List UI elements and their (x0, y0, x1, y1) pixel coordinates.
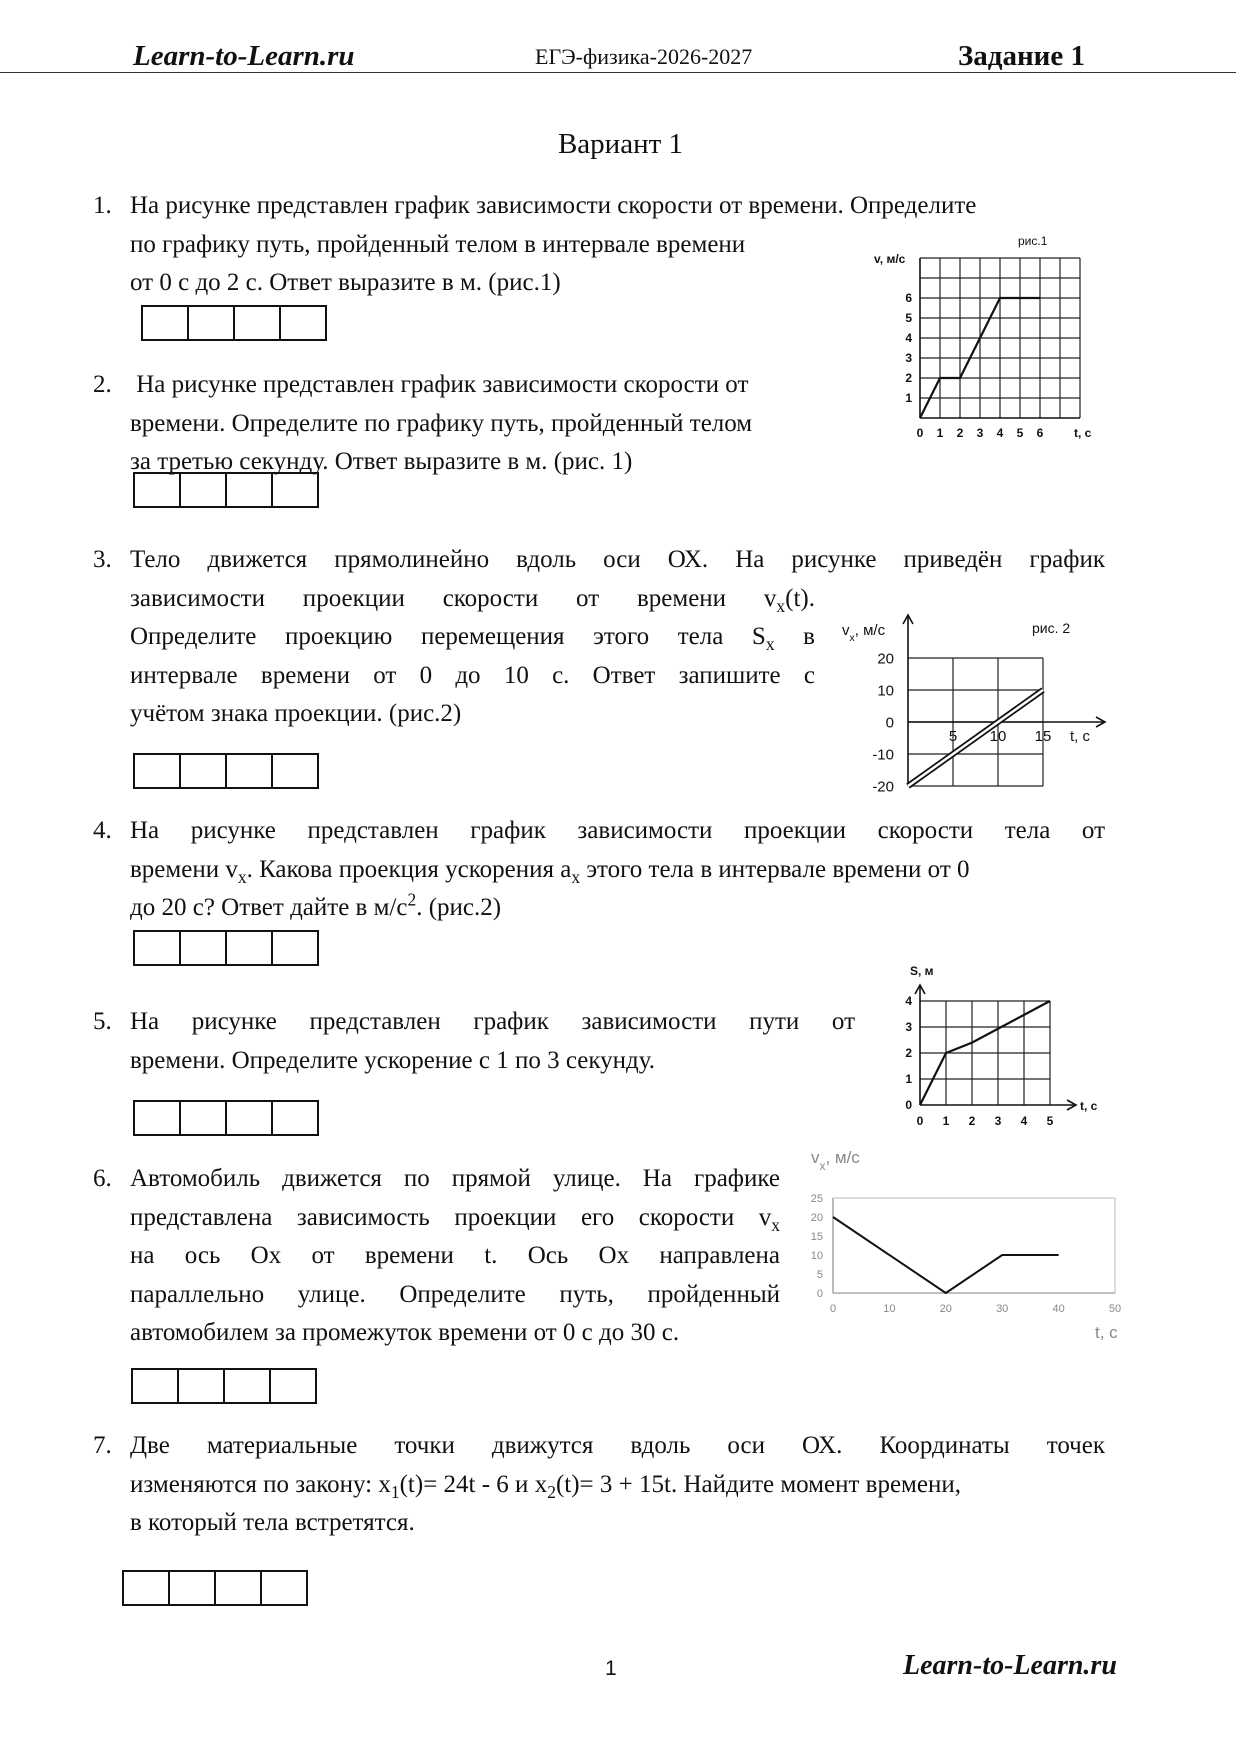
x-tick-label: 0 (829, 1303, 837, 1315)
x-tick-label: 4 (996, 426, 1004, 440)
x-tick-label: 5 (948, 728, 958, 745)
chart-velocity-fig1 (860, 230, 1100, 450)
x-tick-label: 2 (968, 1114, 976, 1128)
task-number: 1. (93, 192, 112, 219)
y-tick-label: 1 (905, 391, 912, 406)
x-tick-label: 40 (1052, 1303, 1065, 1315)
y-tick-label: 3 (905, 351, 912, 366)
x-tick-label: 1 (936, 426, 944, 440)
answer-box[interactable] (133, 753, 319, 789)
x-axis-label: t, c (1074, 426, 1092, 440)
y-tick-label: 4 (905, 994, 912, 1009)
x-axis-label: t, c (1080, 1099, 1098, 1113)
page-number: 1 (605, 1657, 617, 1680)
x-tick-label: 10 (989, 728, 1007, 745)
x-tick-label: 5 (1016, 426, 1024, 440)
task-number: 2. (93, 371, 112, 398)
y-axis-label: $v_x$, м/с (811, 1148, 860, 1173)
series-line (833, 1217, 1059, 1293)
task-number: 4. (93, 817, 112, 844)
series-line-inner (908, 690, 1043, 786)
x-tick-label: 5 (1046, 1114, 1054, 1128)
y-tick-label: 5 (816, 1268, 823, 1281)
x-tick-label: 20 (939, 1303, 952, 1315)
chart-velocity-car (805, 1140, 1135, 1340)
y-tick-label: 2 (905, 1046, 912, 1061)
y-tick-label: 0 (885, 714, 894, 732)
chart-title: рис.1 (1018, 234, 1048, 248)
x-tick-label: 3 (976, 426, 984, 440)
x-tick-label: 0 (916, 426, 924, 440)
answer-box[interactable] (133, 1100, 319, 1136)
y-tick-label: 6 (905, 291, 912, 306)
x-tick-label: 2 (956, 426, 964, 440)
task-5-text: На рисунке представлен график зависимости пути от времени. Определите ускорение с 1 по 3 секунду. (130, 1008, 855, 1074)
x-tick-label: 4 (1020, 1114, 1028, 1128)
answer-box[interactable] (133, 472, 319, 508)
y-axis-label: $v_x$, м/с (842, 622, 886, 644)
header-divider (0, 72, 1236, 73)
y-tick-label: 0 (816, 1287, 823, 1300)
task-number: 6. (93, 1165, 112, 1192)
y-tick-label: 10 (810, 1249, 823, 1262)
x-tick-label: 50 (1108, 1303, 1122, 1315)
y-tick-label: 10 (877, 682, 894, 700)
x-tick-label: 1 (942, 1114, 950, 1128)
chart-title: рис. 2 (1032, 620, 1071, 636)
y-axis-label: v, м/с (874, 252, 906, 266)
chart-path-vs-time (880, 945, 1120, 1135)
y-tick-label: -20 (872, 778, 894, 795)
x-tick-label: 15 (1034, 728, 1052, 745)
header-task: Задание 1 (958, 40, 1086, 72)
x-tick-label: 3 (994, 1114, 1002, 1128)
y-tick-label: 20 (810, 1211, 823, 1224)
task-2-text: На рисунке представлен график зависимости скорости от времени. Определите по графику путь, пройденный телом за третью секунду. Ответ выразите в м. (рис. 1) (130, 371, 753, 475)
task-number: 7. (93, 1432, 112, 1459)
x-tick-label: 30 (996, 1303, 1009, 1315)
header-site: Learn-to-Learn.ru (133, 40, 355, 72)
task-4-text: На рисунке представлен график зависимости проекции скорости тела от времени $v_x$. Какова проекция ускорения $a_x$ этого тела в интервале времени от 0 до 20 с? Ответ дайте в $м/с^2$. (рис.2) (130, 817, 1105, 921)
x-tick-label: 0 (916, 1114, 924, 1128)
x-axis-label: t, c (1095, 1323, 1118, 1340)
answer-box[interactable] (133, 930, 319, 966)
task-6-text: Автомобиль движется по прямой улице. На графике представлена зависимость проекции его скорости $v_x$ на ось Ox от времени t. Ось Ox направлена параллельно улице. Определите путь, пройденный автомобилем за промежуток времени от 0 с до 30 с. (130, 1165, 780, 1346)
y-tick-label: 20 (877, 650, 894, 668)
chart-velocity-projection-fig2 (830, 610, 1110, 795)
x-tick-label: 10 (883, 1303, 896, 1315)
answer-box[interactable] (131, 1368, 317, 1404)
task-1-text: На рисунке представлен график зависимости скорости от времени. Определите по графику путь, пройденный телом в интервале времени от 0 с до 2 с. Ответ выразите в м. (рис.1) (130, 192, 977, 296)
y-tick-label: 5 (905, 311, 912, 326)
y-tick-label: 0 (905, 1098, 912, 1113)
y-tick-label: -10 (872, 746, 894, 764)
y-tick-label: 2 (905, 371, 912, 386)
answer-box[interactable] (141, 305, 327, 341)
variant-title: Вариант 1 (557, 128, 684, 160)
y-tick-label: 25 (810, 1192, 823, 1205)
task-7-text: Две материальные точки движутся вдоль оси ОХ. Координаты точек изменяются по закону: $x_1(t)= 24t - 6$ и $x_2(t)= 3 + 15t$. Найдите момент времени, в который тела встретятся. (130, 1432, 1105, 1536)
y-tick-label: 4 (905, 331, 912, 346)
y-tick-label: 3 (905, 1020, 912, 1035)
answer-box[interactable] (122, 1570, 308, 1606)
x-axis-label: t, c (1070, 728, 1091, 745)
x-tick-label: 6 (1036, 426, 1044, 440)
task-number: 3. (93, 546, 112, 573)
header-subject: ЕГЭ-физика-2026-2027 (535, 44, 753, 69)
y-axis-label: S, м (910, 964, 934, 978)
task-number: 5. (93, 1008, 112, 1035)
y-tick-label: 15 (810, 1230, 823, 1243)
footer-logo: Learn-to-Learn.ru (903, 1650, 1117, 1681)
task-3-text: Тело движется прямолинейно вдоль оси ОХ. На рисунке приведён график зависимости проекции скорости от времени $v_x(t)$. Определите проекцию перемещения этого тела $S_x$ в интервале времени от 0 до 10 с. Ответ запишите с учётом знака проекции. (рис.2) (130, 546, 1105, 727)
y-tick-label: 1 (905, 1072, 912, 1087)
